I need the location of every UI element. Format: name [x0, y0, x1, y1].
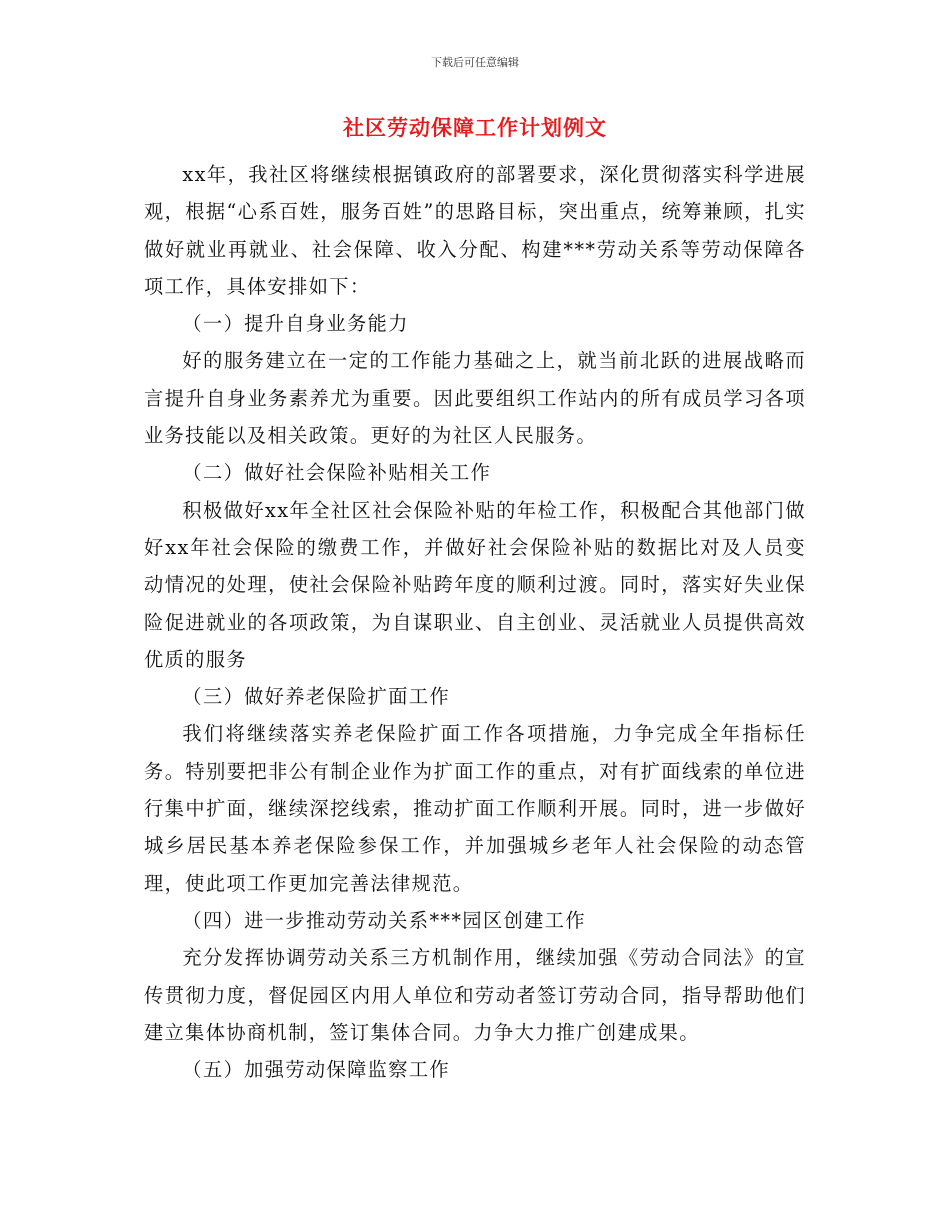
section-heading-3: （三）做好养老保险扩面工作 [182, 685, 451, 709]
section-heading-2: （二）做好社会保险补贴相关工作 [182, 461, 492, 485]
paragraph-section-4: 充分发挥协调劳动关系三方机制作用，继续加强《劳动合同法》的宣传贯彻力度，督促园区内用人单位和劳动者签订劳动合同，指导帮助他们建立集体协商机制，签订集体合同。力争大力推广创建成果。 [144, 946, 806, 1044]
section-heading-5: （五）加强劳动保障监察工作 [182, 1058, 451, 1082]
header-note: 下载后可任意编辑 [431, 56, 519, 69]
paragraph-section-2: 积极做好xx年全社区社会保险补贴的年检工作，积极配合其他部门做好xx年社会保险的缴费工作，并做好社会保险补贴的数据比对及人员变动情况的处理，使社会保险补贴跨年度的顺利过渡。同时，落实好失业保险促进就业的各项政策，为自谋职业、自主创业、灵活就业人员提供高效优质的服务 [144, 498, 806, 671]
document-title: 社区劳动保障工作计划例文 [343, 116, 607, 140]
paragraph-section-1: 好的服务建立在一定的工作能力基础之上，就当前北跃的进展战略而言提升自身业务素养尤为重要。因此要组织工作站内的所有成员学习各项业务技能以及相关政策。更好的为社区人民服务。 [144, 349, 806, 448]
document-body [144, 156, 806, 1088]
section-heading-1: （一）提升自身业务能力 [182, 312, 409, 336]
paragraph-intro: xx年，我社区将继续根据镇政府的部署要求，深化贯彻落实科学进展观，根据“心系百姓，服务百姓”的思路目标，突出重点，统筹兼顾，扎实做好就业再就业、社会保障、收入分配、构建***劳动关系等劳动保障各项工作，具体安排如下： [144, 163, 806, 298]
paragraph-section-3: 我们将继续落实养老保险扩面工作各项措施，力争完成全年指标任务。特别要把非公有制企业作为扩面工作的重点，对有扩面线索的单位进行集中扩面，继续深挖线索，推动扩面工作顺利开展。同时，进一步做好城乡居民基本养老保险参保工作，并加强城乡老年人社会保险的动态管理，使此项工作更加完善法律规范。 [144, 722, 806, 895]
section-heading-4: （四）进一步推动劳动关系***园区创建工作 [182, 908, 586, 932]
